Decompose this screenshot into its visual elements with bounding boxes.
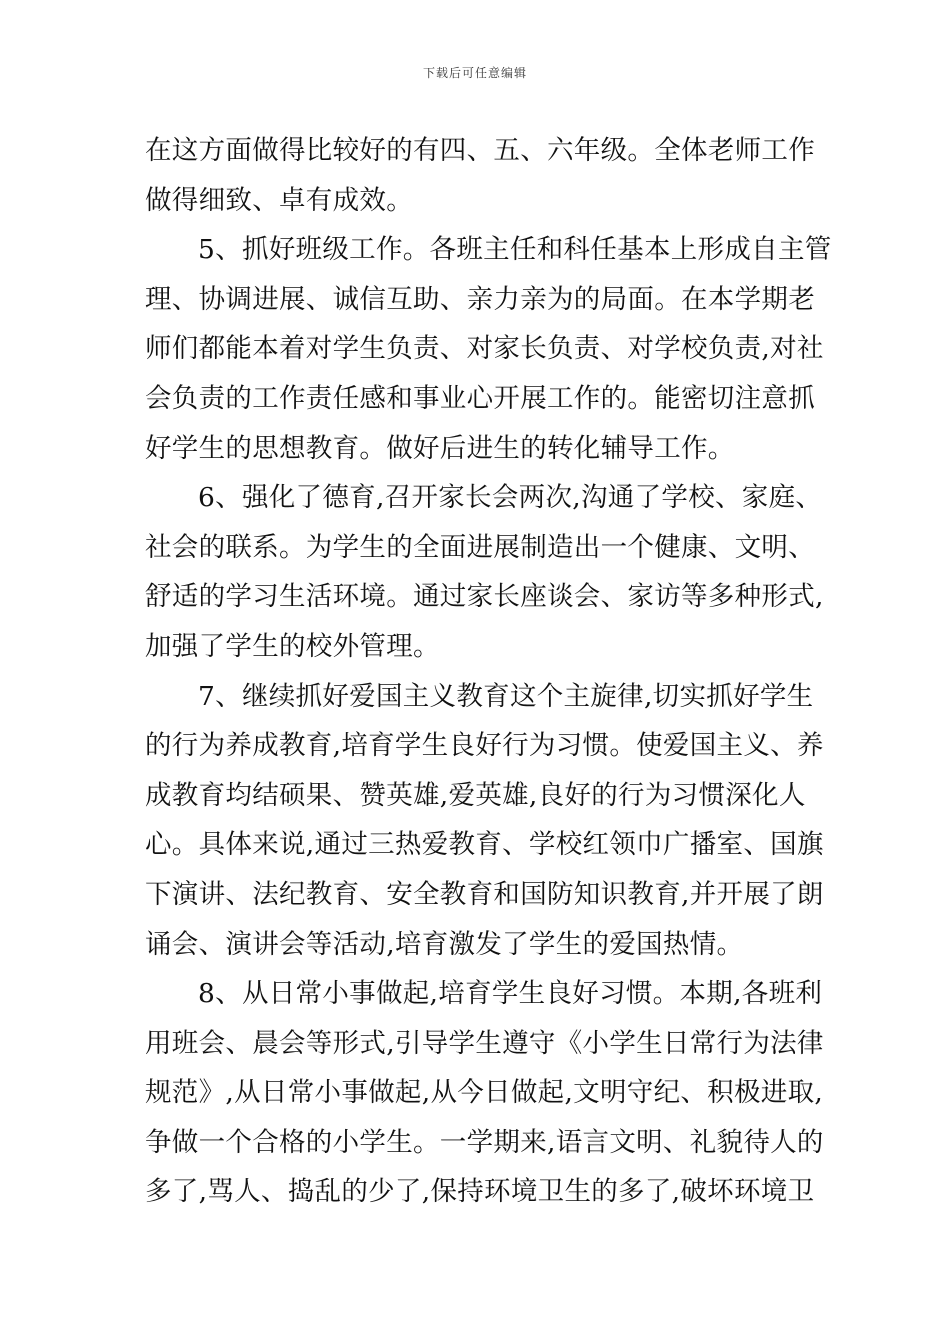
text-line: 舒适的学习生活环境。通过家长座谈会、家访等多种形式, <box>145 581 824 613</box>
text-line: 师们都能本着对学生负责、对家长负责、对学校负责,对社 <box>145 333 824 365</box>
text-line: 诵会、演讲会等活动,培育激发了学生的爱国热情。 <box>145 928 744 960</box>
page-header: 下载后可任意编辑 <box>422 66 527 80</box>
text-line: 成教育均结硕果、赞英雄,爱英雄,良好的行为习惯深化人 <box>145 779 806 811</box>
paragraph-7-start: 7、继续抓好爱国主义教育这个主旋律,切实抓好学生 <box>198 680 814 712</box>
text-line: 心。具体来说,通过三热爱教育、学校红领巾广播室、国旗 <box>145 829 824 861</box>
text-line: 理、协调进展、诚信互助、亲力亲为的局面。在本学期老 <box>145 283 815 315</box>
text-line: 加强了学生的校外管理。 <box>145 630 440 662</box>
text-line: 规范》,从日常小事做起,从今日做起,文明守纪、积极进取, <box>145 1077 824 1109</box>
paragraph-8-start: 8、从日常小事做起,培育学生良好习惯。本期,各班利 <box>198 978 823 1010</box>
text-line: 的行为养成教育,培育学生良好行为习惯。使爱国主义、养 <box>145 730 824 762</box>
text-line: 用班会、晨会等形式,引导学生遵守《小学生日常行为法律 <box>145 1027 824 1059</box>
paragraph-6-start: 6、强化了德育,召开家长会两次,沟通了学校、家庭、 <box>198 482 823 514</box>
text-line: 社会的联系。为学生的全面进展制造出一个健康、文明、 <box>145 531 815 563</box>
text-line: 在这方面做得比较好的有四、五、六年级。全体老师工作 <box>145 135 815 166</box>
text-line: 做得细致、卓有成效。 <box>145 184 413 216</box>
paragraph-5-start: 5、抓好班级工作。各班主任和科任基本上形成自主管 <box>198 234 832 266</box>
text-line: 多了,骂人、捣乱的少了,保持环境卫生的多了,破坏环境卫 <box>145 1176 815 1208</box>
document-body <box>145 126 832 1217</box>
text-line: 好学生的思想教育。做好后进生的转化辅导工作。 <box>145 432 735 464</box>
text-line: 下演讲、法纪教育、安全教育和国防知识教育,并开展了朗 <box>145 878 824 910</box>
text-line: 争做一个合格的小学生。一学期来,语言文明、礼貌待人的 <box>145 1126 824 1158</box>
text-line: 会负责的工作责任感和事业心开展工作的。能密切注意抓 <box>145 382 815 414</box>
